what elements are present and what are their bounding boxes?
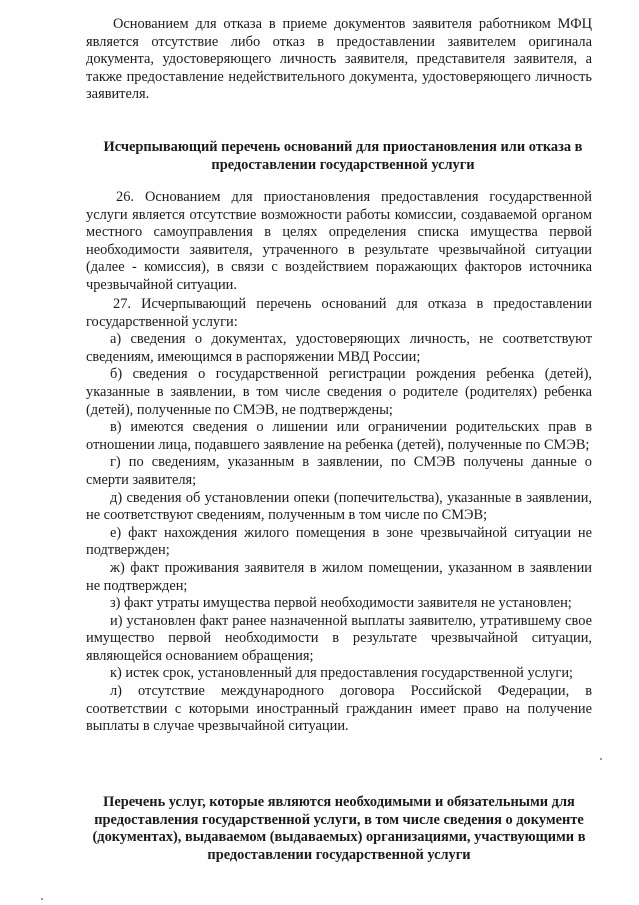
heading-block-2 [80, 794, 598, 864]
section-heading-grounds: Исчерпывающий перечень оснований для приостановления или отказа в предоставлении государственной услуги [103, 139, 583, 173]
ground-a: а) сведения о документах, удостоверяющих личность, не соответствуют сведениям, имеющимся в распоряжении МВД России; [86, 331, 592, 365]
ground-g: г) по сведениям, указанным в заявлении, по СМЭВ получены данные о смерти заявителя; [86, 454, 592, 488]
ground-zh: ж) факт проживания заявителя в жилом помещении, указанном в заявлении не подтвержден; [86, 559, 592, 594]
scan-speck [41, 898, 43, 900]
item-27-block [86, 296, 592, 736]
heading-block-1 [92, 139, 594, 174]
intro-block [86, 16, 592, 104]
item-26-paragraph: 26. Основанием для приостановления предоставления государственной услуги является отсутствие возможности работы комиссии, создаваемой органом местного самоуправления в целях определения списка имущества первой необходимости заявителя, утраченного в результате чрезвычайной ситуации (далее - комиссия), в связи с воздействием поражающих факторов источника чрезвычайной ситуации. [86, 189, 592, 293]
item-27-paragraph: 27. Исчерпывающий перечень оснований для отказа в предоставлении государственной услуги: [86, 296, 592, 330]
ground-z: з) факт утраты имущества первой необходимости заявителя не установлен; [110, 595, 572, 612]
ground-b: б) сведения о государственной регистрации рождения ребенка (детей), указанные в заявлении, в том числе сведения о родителе (родителях) ребенка (детей), полученные по СМЭВ, не подтверждены; [86, 366, 592, 418]
ground-l: л) отсутствие международного договора Российской Федерации, в соответствии с которыми иностранный гражданин имеет право на получение выплаты в случае чрезвычайной ситуации. [86, 683, 592, 735]
ground-k: к) истек срок, установленный для предоставления государственной услуги; [110, 665, 574, 682]
ground-d: д) сведения об установлении опеки (попечительства), указанные в заявлении, не соответствуют сведениям, полученным в том числе по СМЭВ; [86, 489, 592, 524]
section-heading-services: Перечень услуг, которые являются необходимыми и обязательными для предоставления государственной услуги, в том числе сведения о документе (документах), выдаваемом (выдаваемых) организациями, участвующими в предоставлении государственной услуги [92, 794, 586, 863]
ground-e: е) факт нахождения жилого помещения в зоне чрезвычайной ситуации не подтвержден; [86, 524, 592, 559]
scan-speck [600, 758, 602, 760]
ground-i: и) установлен факт ранее назначенной выплаты заявителю, утратившему свое имущество первой необходимости в результате чрезвычайной ситуации, являющейся основанием обращения; [86, 612, 592, 664]
ground-v: в) имеются сведения о лишении или ограничении родительских прав в отношении лица, подавшего заявление на ребенка (детей), полученные по СМЭВ; [86, 419, 592, 453]
intro-paragraph: Основанием для отказа в приеме документов заявителя работником МФЦ является отсутствие либо отказ в предоставлении заявителем оригинала документа, удостоверяющего личность заявителя, представителя заявителя, а также предоставление недействительного документа, удостоверяющего личность заявителя. [86, 16, 592, 103]
item-26-block [86, 189, 592, 295]
